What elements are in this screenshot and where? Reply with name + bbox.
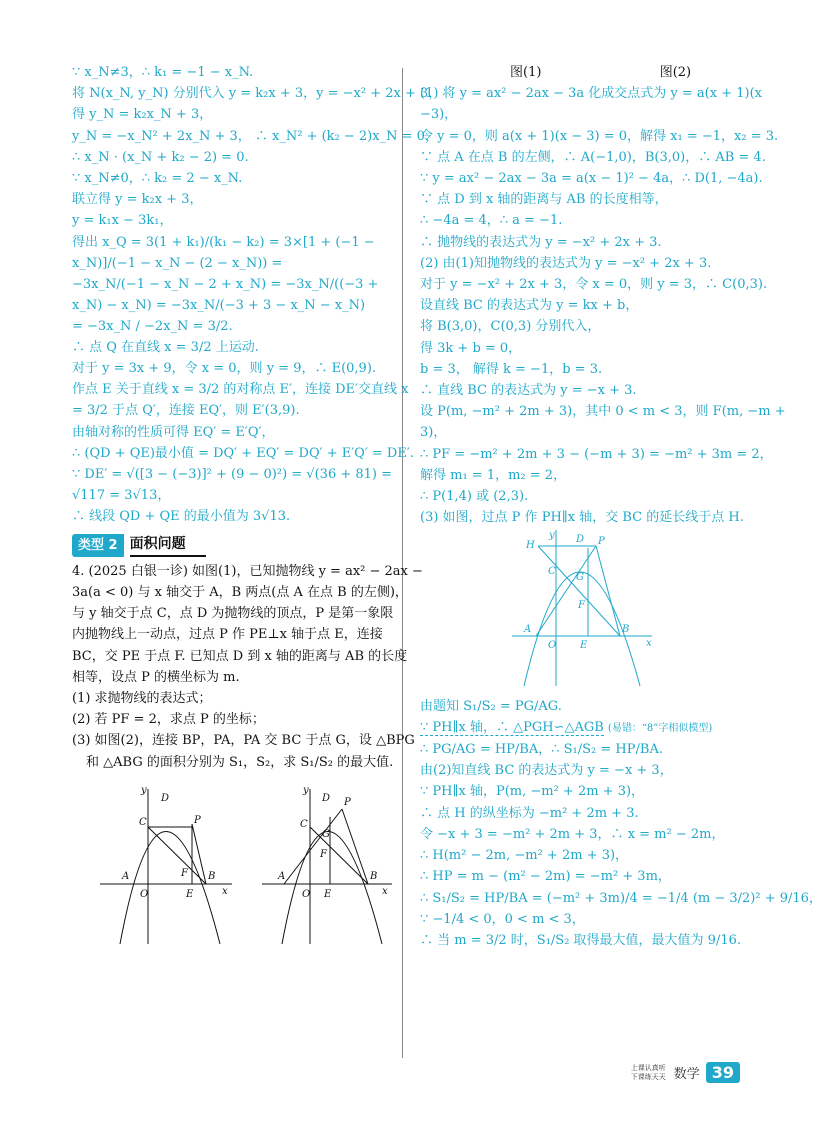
solution-figure (420, 528, 760, 688)
label-o: O (302, 888, 311, 900)
solution-line: b = 3， 解得 k = −1，b = 3. (420, 361, 603, 377)
page-number: 39 (706, 1062, 740, 1083)
solution-line: ∴ 直线 BC 的表达式为 y = −x + 3. (420, 383, 637, 399)
label-e: E (324, 888, 332, 900)
segment-pa (284, 809, 342, 884)
section-tag (72, 534, 394, 557)
solution-line: 作点 E 关于直线 x = 3/2 的对称点 E′，连接 DE′交直线 x (72, 382, 409, 398)
solution-line: 得 3k + b = 0， (420, 340, 522, 356)
solution-line: 由轴对称的性质可得 EQ′ = E′Q′， (72, 424, 275, 440)
label-o: O (548, 640, 557, 652)
solution-line: √117 = 3√13， (72, 488, 171, 504)
solution-line: ∴ H(m² − 2m, −m² + 2m + 3)， (420, 848, 629, 864)
solution-line: ∵ PH∥x 轴，P(m, −m² + 2m + 3)， (420, 784, 645, 800)
label-x: x (382, 885, 388, 897)
solution-line: ∵ y = ax² − 2ax − 3a = a(x − 1)² − 4a，∴ D(1, −4a). (420, 171, 763, 187)
solution-line: ∴ 点 H 的纵坐标为 −m² + 2m + 3. (420, 805, 639, 821)
figure-captions (420, 62, 760, 83)
solution-line: 解得 m₁ = 1，m₂ = 2， (420, 467, 567, 483)
label-d: D (161, 792, 170, 804)
label-p: P (598, 536, 605, 548)
slogan-line-2: 下课练天天 (630, 1072, 666, 1081)
label-c: C (300, 818, 308, 830)
label-o: O (140, 888, 149, 900)
label-b: B (208, 870, 216, 882)
solution-line: 将 B(3,0)，C(0,3) 分别代入， (420, 319, 601, 335)
solution-line: ∴ PF = −m² + 2m + 3 − (−m + 3) = −m² + 3m = 2， (420, 446, 773, 462)
error-note: (易错：“8”字相似模型) (607, 722, 713, 734)
label-x: x (646, 638, 652, 650)
solution-line: ∴ 抛物线的表达式为 y = −x² + 2x + 3. (420, 234, 662, 250)
label-a: A (524, 624, 532, 636)
solution-line: = −3x_N / −2x_N = 3/2. (72, 318, 233, 334)
label-y: y (549, 530, 555, 542)
slogan-line-1: 上课认真听 (630, 1063, 666, 1072)
question-2: (2) 若 PF = 2，求点 P 的坐标； (72, 712, 265, 728)
line-bc (310, 827, 368, 884)
problem-line: BC，交 PE 于点 F. 已知点 D 到 x 轴的距离与 AB 的长度 (72, 648, 408, 664)
solution-line: 对于 y = 3x + 9，令 x = 0，则 y = 9，∴ E(0,9). (72, 361, 377, 377)
solution-line: ∵ x_N≠0，∴ k₂ = 2 − x_N. (72, 171, 243, 187)
footer-slogan (631, 1064, 666, 1082)
solution-line: ∵ 点 D 到 x 轴的距离与 AB 的长度相等， (420, 192, 668, 208)
line-bc (148, 827, 206, 884)
left-column (72, 62, 442, 956)
problem-statement (72, 561, 423, 773)
solution-line: ∴ 线段 QD + QE 的最小值为 3√13. (72, 509, 291, 525)
label-c: C (139, 816, 147, 828)
label-f: F (578, 600, 585, 612)
caption-figure-1: 图(1) (510, 65, 542, 80)
section-tag-title: 面积问题 (130, 534, 206, 557)
solution-line: ∴ 当 m = 3/2 时，S₁/S₂ 取得最大值，最大值为 9/16. (420, 932, 742, 948)
solution-line: y_N = −x_N² + 2x_N + 3， ∴ x_N² + (k₂ − 2)x_N = 0， (72, 128, 438, 144)
solution-line: = 3/2 于点 Q′，连接 EQ′，则 E′(3,9). (72, 403, 300, 419)
label-h: H (526, 540, 535, 552)
label-f: F (181, 867, 188, 879)
label-p: P (344, 796, 351, 808)
question-1: (1) 求抛物线的表达式； (72, 691, 212, 707)
column-divider (402, 68, 403, 1058)
figure-1 (100, 789, 232, 944)
solution-line: ∴ −4a = 4，∴ a = −1. (420, 213, 563, 229)
solution-line: ∴ P(1,4) 或 (2,3). (420, 489, 529, 505)
segment-pa (536, 546, 596, 636)
label-g: G (322, 828, 330, 840)
solution-line: 将 N(x_N, y_N) 分别代入 y = k₂x + 3，y = −x² + 2x + 3， (72, 86, 442, 102)
page-footer (631, 1062, 740, 1083)
solution-line: ∴ x_N · (x_N + k₂ − 2) = 0. (72, 149, 249, 165)
label-b: B (622, 624, 630, 636)
problem-line: 相等，设点 P 的横坐标为 m. (72, 669, 240, 685)
label-e: E (186, 888, 194, 900)
solution-line: 由(2)知直线 BC 的表达式为 y = −x + 3， (420, 763, 673, 779)
solution-line: ∴ (QD + QE)最小值 = DQ′ + EQ′ = DQ′ + E′Q′ = DE′. (72, 445, 414, 461)
problem-line: 4. (2025 白银一诊) 如图(1)，已知抛物线 y = ax² − 2ax − (72, 563, 423, 579)
solution-line: (1) 将 y = ax² − 2ax − 3a 化成交点式为 y = a(x + 1)(x (420, 86, 762, 102)
solution-line: 设 P(m, −m² + 2m + 3)，其中 0 < m < 3，则 F(m, −m + (420, 404, 786, 420)
solution-line: ∴ S₁/S₂ = HP/BA = (−m² + 3m)/4 = −1/4 (m − 3/2)² + 9/16， (420, 890, 822, 906)
right-column (420, 62, 822, 951)
solution-line: (3) 如图，过点 P 作 PH∥x 轴，交 BC 的延长线于点 H. (420, 510, 744, 526)
solution-line: ∴ HP = m − (m² − 2m) = −m² + 3m， (420, 869, 671, 885)
question-3-cont: 和 △ABG 的面积分别为 S₁，S₂，求 S₁/S₂ 的最大值. (86, 754, 394, 770)
label-b: B (370, 870, 378, 882)
figure-2-labels (277, 785, 388, 900)
solution-line: 令 −x + 3 = −m² + 2m + 3，∴ x = m² − 2m， (420, 826, 725, 842)
solution-line: 得出 x_Q = 3(1 + k₁)/(k₁ − k₂) = 3×[1 + (−1 − x_N)]/(−1 − x_N − (2 − x_N)) = (72, 234, 375, 271)
solution-line: ∴ PG/AG = HP/BA，∴ S₁/S₂ = HP/BA. (420, 742, 663, 758)
problem-figures (72, 779, 394, 949)
solution-line: ∴ 点 Q 在直线 x = 3/2 上运动. (72, 339, 259, 355)
solution-line: ∵ x_N≠3，∴ k₁ = −1 − x_N. (72, 65, 254, 80)
solution-line: 由题知 S₁/S₂ = PG/AG. (420, 698, 562, 714)
label-e: E (580, 640, 588, 652)
solution-line: ∵ 点 A 在点 B 的左侧，∴ A(−1,0)，B(3,0)，∴ AB = 4. (420, 149, 766, 165)
similar-triangles: ∵ PH∥x 轴，∴ △PGH∽△AGB (420, 719, 604, 735)
figure-2 (262, 789, 392, 944)
label-d: D (322, 792, 331, 804)
solution-line: 对于 y = −x² + 2x + 3，令 x = 0，则 y = 3，∴ C(0,3). (420, 277, 768, 293)
question-3: (3) 如图(2)，连接 BP，PA，PA 交 BC 于点 G，设 △BPG (72, 733, 415, 749)
problem-line: 与 y 轴交于点 C，点 D 为抛物线的顶点，P 是第一象限 (72, 606, 394, 622)
label-f: F (320, 848, 327, 860)
label-a: A (122, 870, 130, 882)
problem-line: 内抛物线上一动点，过点 P 作 PE⊥x 轴于点 E，连接 (72, 627, 383, 643)
label-p: P (194, 814, 201, 826)
label-c: C (548, 566, 556, 578)
solution-line: ∵ DE′ = √([3 − (−3)]² + (9 − 0)²) = √(36 + 81) = (72, 467, 393, 483)
solution-line: ∵ −1/4 < 0，0 < m < 3， (420, 911, 585, 927)
label-d: D (576, 534, 585, 546)
solution-line: y = k₁x − 3k₁， (72, 213, 173, 229)
problem-line: 3a(a < 0) 与 x 轴交于 A，B 两点(点 A 在点 B 的左侧)， (72, 585, 408, 601)
label-g: G (576, 572, 584, 584)
solution-line: (2) 由(1)知抛物线的表达式为 y = −x² + 2x + 3. (420, 255, 712, 271)
solution-line: 3)， (420, 425, 447, 441)
footer-subject: 数学 (673, 1067, 700, 1082)
solution-line (420, 717, 760, 739)
solution-line: 令 y = 0，则 a(x + 1)(x − 3) = 0，解得 x₁ = −1，x₂ = 3. (420, 128, 779, 144)
label-y: y (141, 784, 147, 796)
solution-line: 联立得 y = k₂x + 3， (72, 192, 203, 208)
caption-figure-2: 图(2) (659, 65, 692, 80)
solution-line: −3)， (420, 107, 458, 123)
figure-1-labels (121, 785, 228, 900)
solution-line: 得 y_N = k₂x_N + 3， (72, 107, 213, 123)
section-tag-type: 类型 2 (72, 534, 124, 557)
solution-line: −3x_N/(−1 − x_N − 2 + x_N) = −3x_N/((−3 + x_N) − x_N) = −3x_N/(−3 + 3 − x_N − x_N) (72, 276, 379, 313)
label-a: A (278, 870, 286, 882)
label-y: y (303, 784, 309, 796)
label-x: x (222, 885, 228, 897)
solution-line: 设直线 BC 的表达式为 y = kx + b， (420, 298, 639, 314)
segment-bp (342, 809, 368, 884)
